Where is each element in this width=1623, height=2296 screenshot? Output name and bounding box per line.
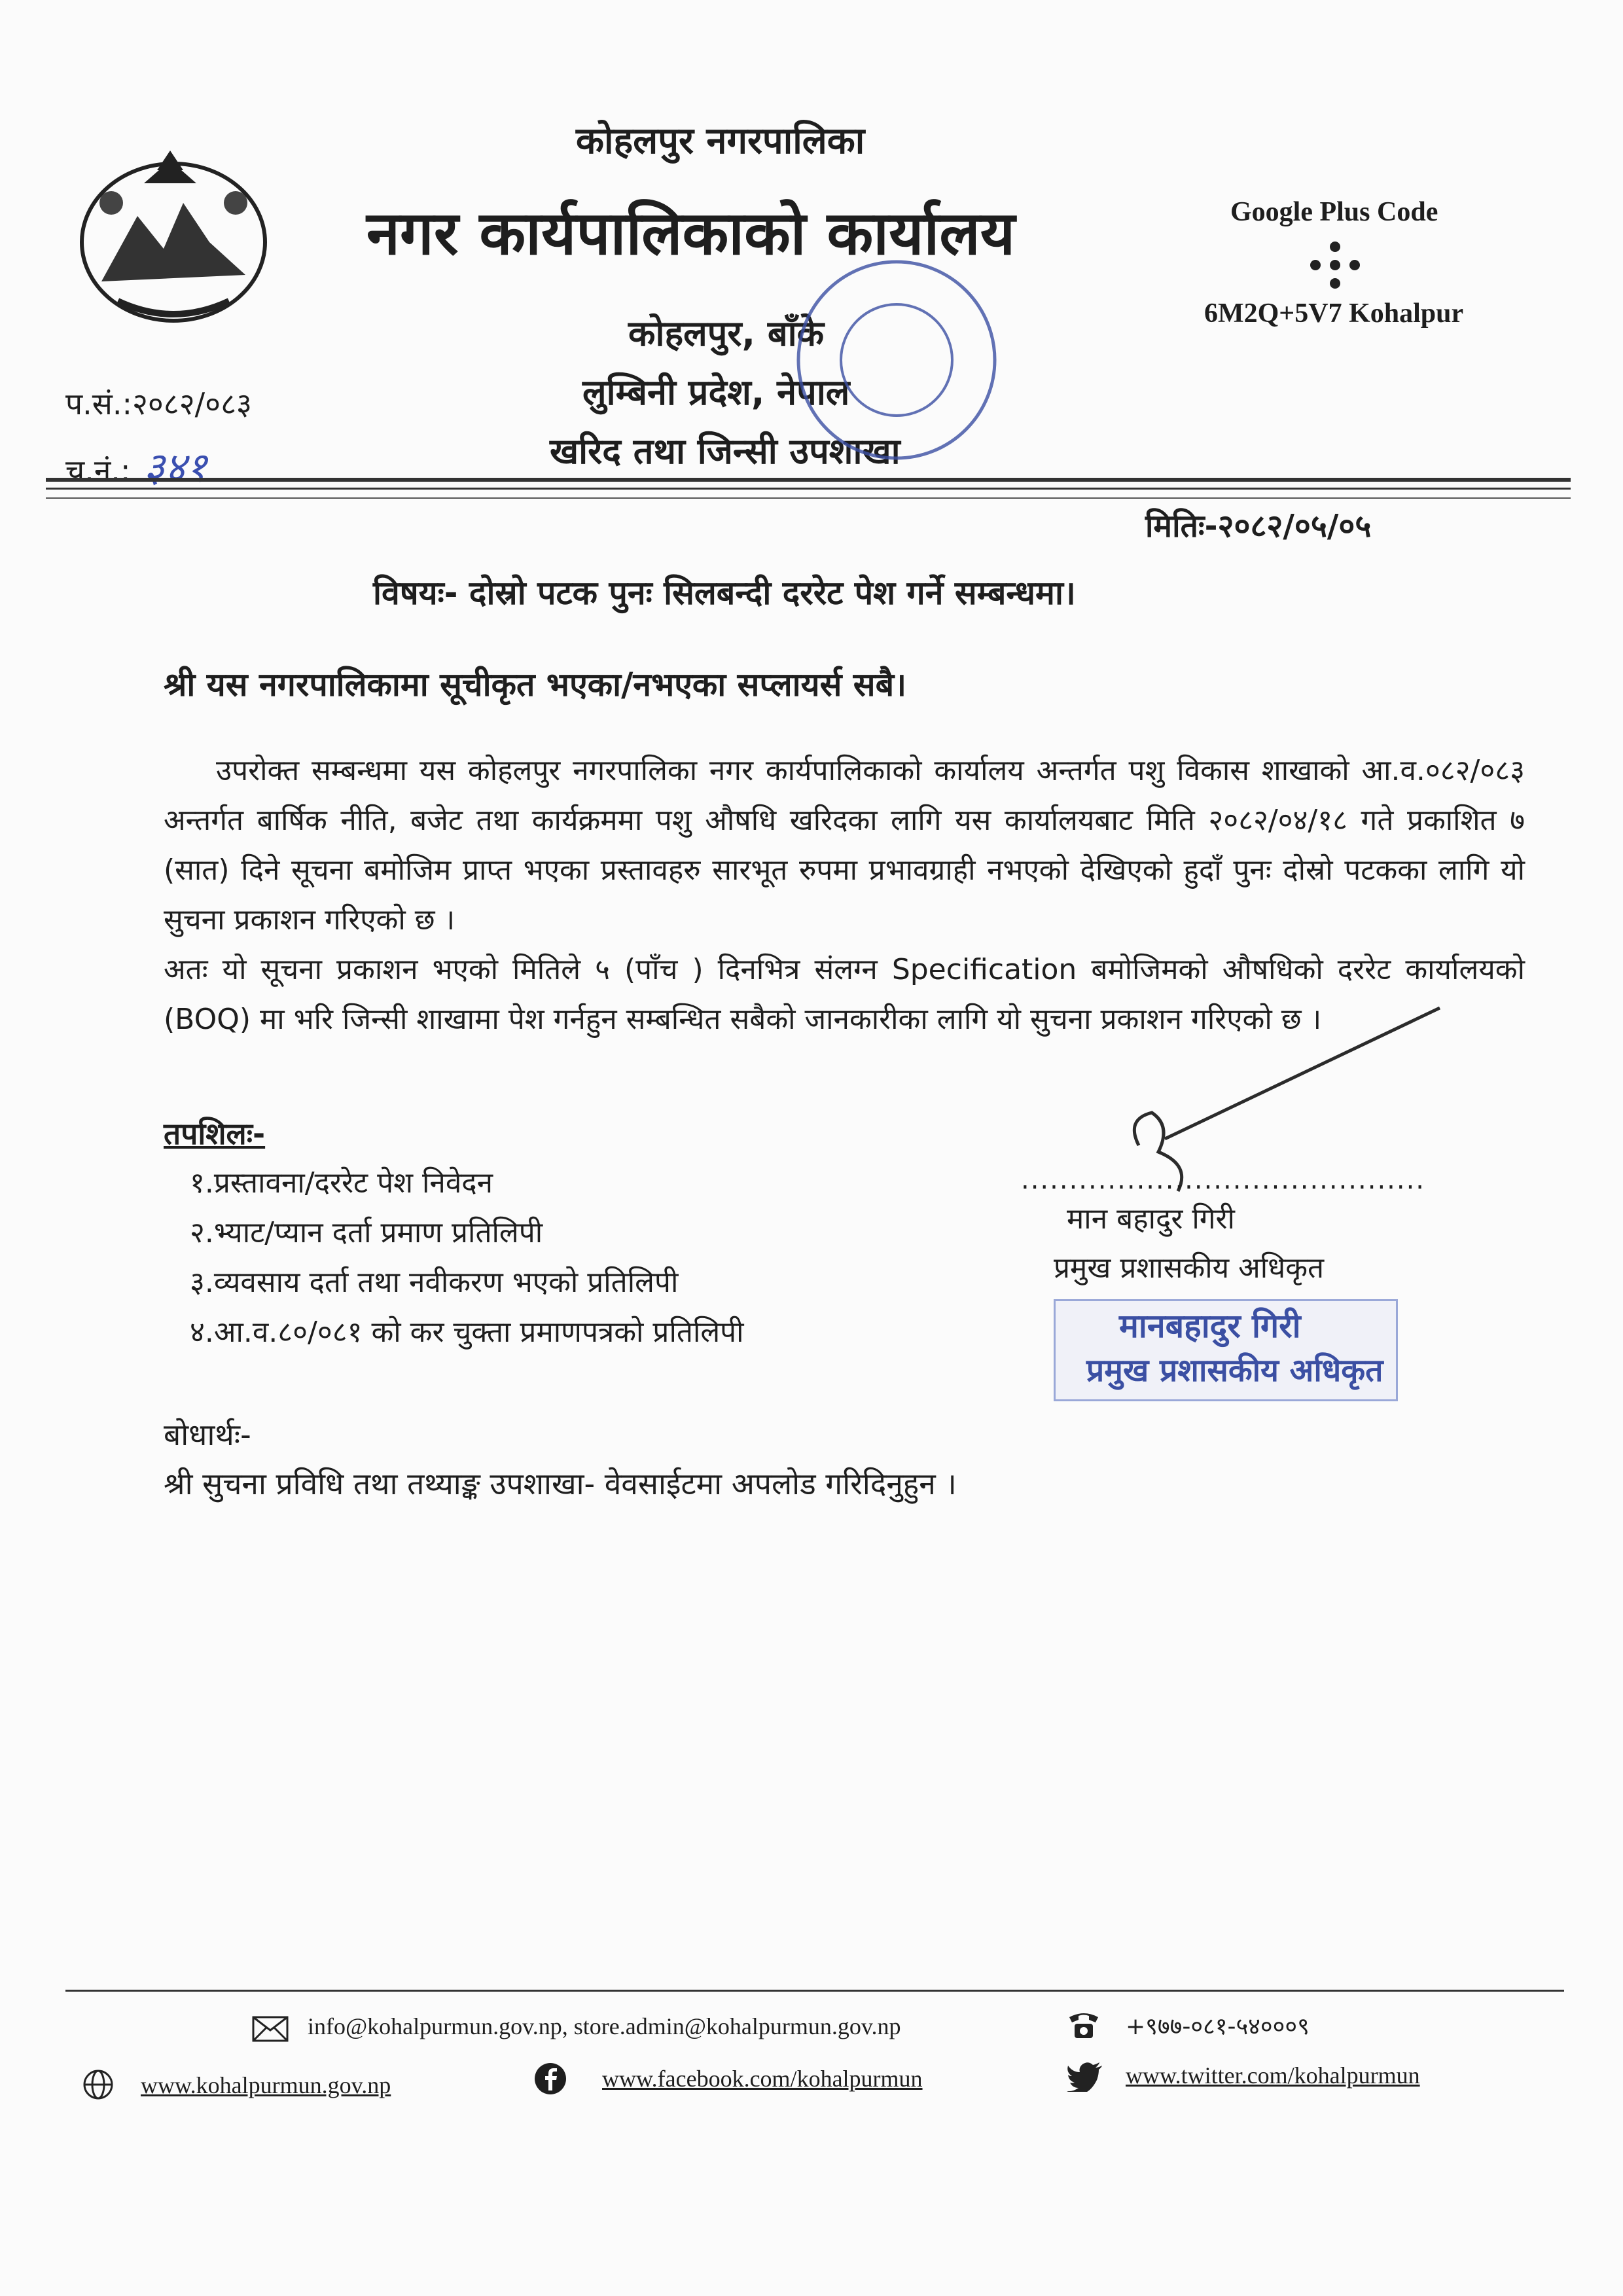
telephone-icon [1067, 2009, 1101, 2039]
stamp-name: मानबहादुर गिरी [1119, 1307, 1301, 1345]
signatory-name: मान बहादुर गिरी [1067, 1202, 1235, 1236]
mail-icon [252, 2016, 289, 2042]
municipality-name: कोहलपुर नगरपालिका [576, 120, 865, 162]
globe-icon [82, 2068, 115, 2101]
office-round-stamp [772, 255, 1021, 471]
footer-twitter[interactable]: www.twitter.com/kohalpurmun [1126, 2062, 1420, 2089]
footer-divider [65, 1990, 1564, 1992]
address-city: कोहलपुर, बाँके [628, 313, 825, 354]
nepal-emblem-icon [72, 144, 275, 334]
plus-code-icon [1302, 239, 1368, 291]
signature-line: .......................................... [1021, 1165, 1426, 1195]
letter-addressee: श्री यस नगरपालिकामा सूचीकृत भएका/नभएका सप्लायर्स सबै। [164, 666, 907, 704]
footer-phone: +९७७-०८१-५४०००९ [1126, 2013, 1310, 2040]
letter-date: मितिः-२०८२/०५/०५ [1145, 508, 1372, 545]
letter-subject: विषयः- दोस्रो पटक पुनः सिलबन्दी दररेट पेश गर्ने सम्बन्धमा। [373, 574, 1076, 612]
office-unit: खरिद तथा जिन्सी उपशाखा [550, 431, 901, 472]
google-plus-code-label: Google Plus Code [1230, 197, 1438, 227]
details-heading: तपशिलः- [164, 1116, 266, 1151]
body-paragraph-1: उपरोक्त सम्बन्धमा यस कोहलपुर नगरपालिका नगर कार्यपालिकाको कार्यालय अन्तर्गत पशु विकास शाखाको आ.व.०८२/०८३ अन्तर्गत बार्षिक नीति, बजेट तथा कार्यक्रममा पशु औषधि खरिदका लागि यस कार्यालयबाट मिति २०८२/०४/१८ गते प्रकाशित ७ (सात) दिने सूचना बमोजिम प्राप्त भएका प्रस्तावहरु सारभूत रुपमा प्रभावग्राही नभएको देखिएको हुदाँ पुनः दोस्रो पटकका लागि यो सुचना प्रकाशन गरिएको छ । [164, 754, 1525, 937]
address-province: लुम्बिनी प्रदेश, नेपाल [582, 372, 850, 413]
cc-heading: बोधार्थः- [164, 1417, 251, 1452]
reference-cn-label: च.नं.: [65, 453, 131, 488]
cc-line: श्री सुचना प्रविधि तथा तथ्याङ्क उपशाखा- वेवसाईटमा अपलोड गरिदिनुहुन । [164, 1466, 957, 1501]
twitter-icon [1067, 2062, 1103, 2092]
reference-ps: प.सं.:२०८२/०८३ [65, 386, 252, 422]
header-divider [46, 497, 1571, 499]
facebook-icon [533, 2062, 567, 2096]
office-title: नगर कार्यपालिकाको कार्यालय [366, 198, 1016, 268]
list-item: १.प्रस्तावना/दररेट पेश निवेदन [190, 1166, 493, 1200]
footer-email[interactable]: info@kohalpurmun.gov.np, store.admin@kohalpurmun.gov.np [308, 2013, 901, 2039]
list-item: ३.व्यवसाय दर्ता तथा नवीकरण भएको प्रतिलिपी [190, 1266, 679, 1299]
body-paragraph-2: अतः यो सूचना प्रकाशन भएको मितिले ५ (पाँच ) दिनभित्र संलग्न Specification बमोजिमको औषधिको दररेट कार्यालयको (BOQ) मा भरि जिन्सी शाखामा पेश गर्नहुन सम्बन्धित सबैको जानकारीका लागि यो सुचना प्रकाशन गरिएको छ । [164, 953, 1525, 1036]
footer-website[interactable]: www.kohalpurmun.gov.np [141, 2072, 391, 2098]
details-list [190, 1158, 744, 1357]
footer-facebook[interactable]: www.facebook.com/kohalpurmun [602, 2066, 923, 2092]
list-item: ४.आ.व.८०/०८१ को कर चुक्ता प्रमाणपत्रको प्रतिलिपी [190, 1316, 744, 1349]
header-divider [46, 488, 1571, 490]
header-divider [46, 478, 1571, 482]
reference-cn [65, 439, 207, 493]
stamp-title: प्रमुख प्रशासकीय अधिकृत [1086, 1352, 1383, 1389]
google-plus-code: 6M2Q+5V7 Kohalpur [1204, 298, 1464, 329]
reference-cn-value: ३४१ [143, 443, 207, 491]
signatory-title: प्रमुख प्रशासकीय अधिकृत [1054, 1251, 1325, 1285]
list-item: २.भ्याट/प्यान दर्ता प्रमाण प्रतिलिपी [190, 1216, 543, 1249]
